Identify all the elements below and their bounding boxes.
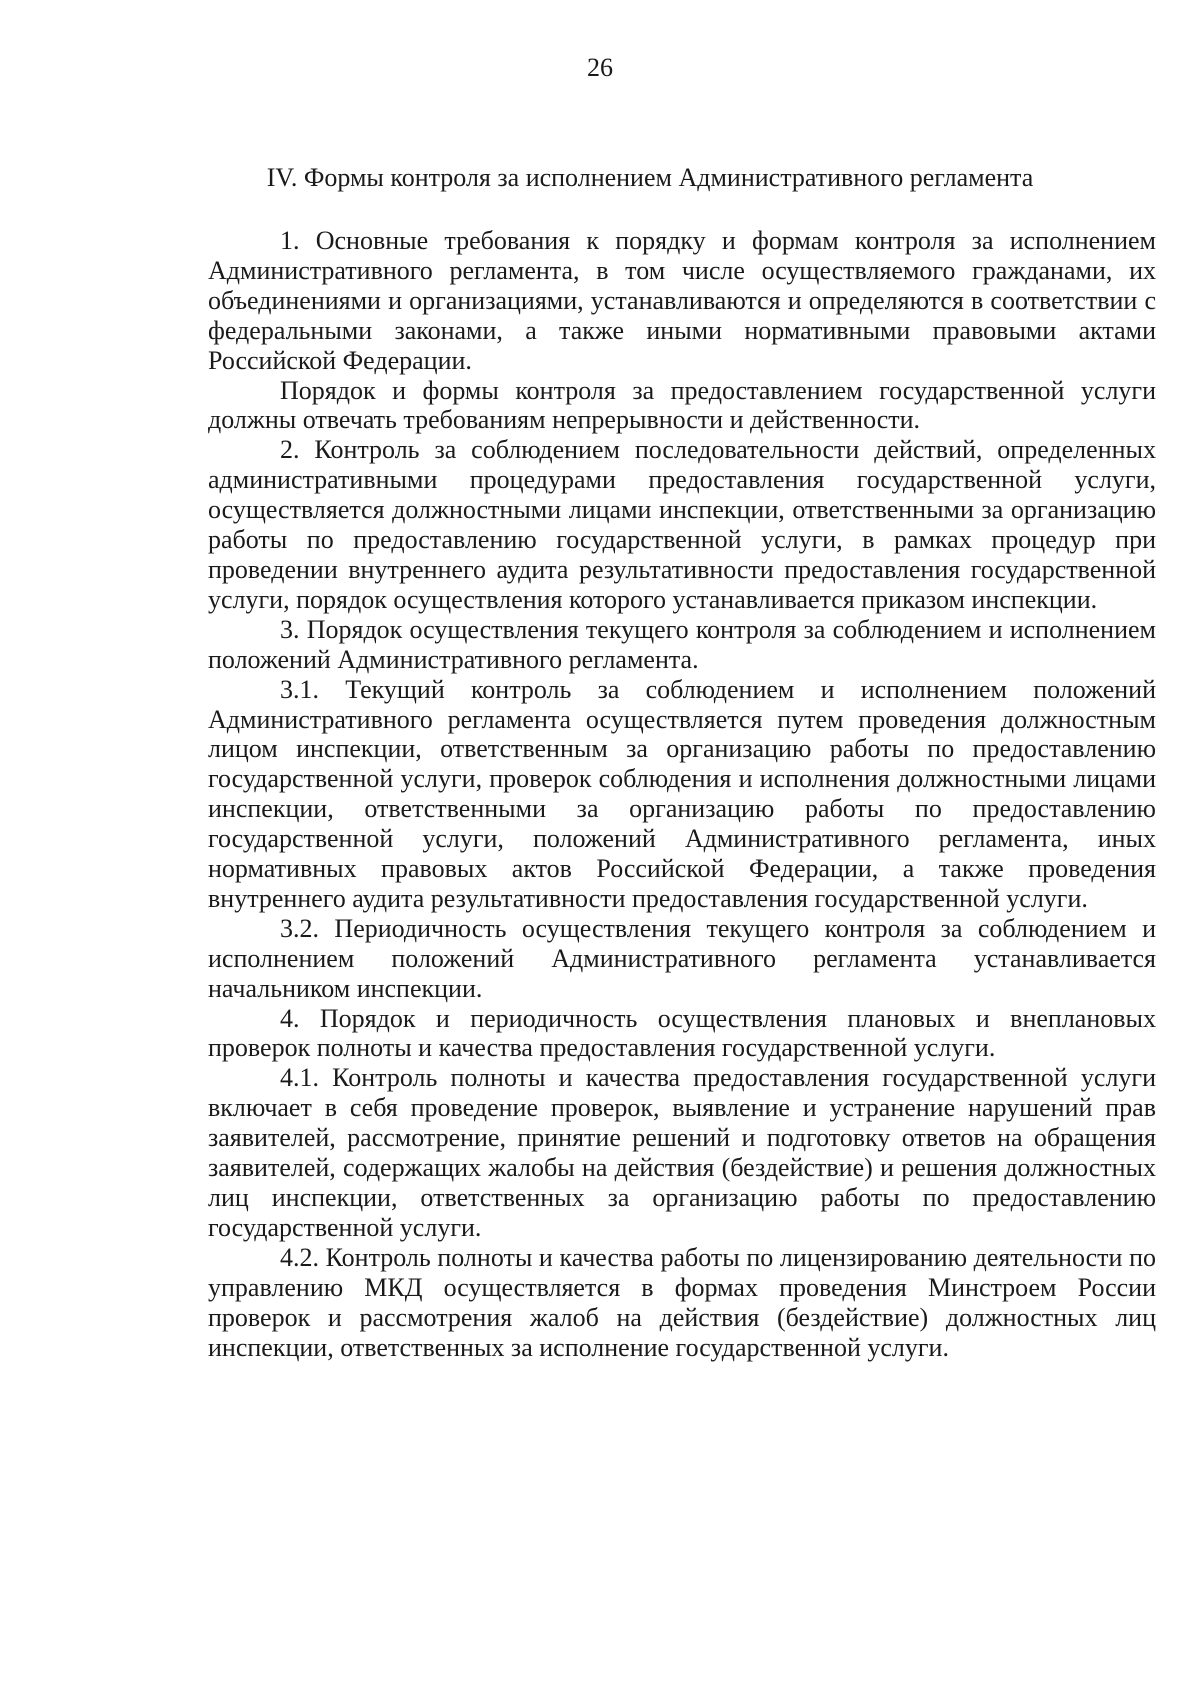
paragraph-4-2: 4.2. Контроль полноты и качества работы по лицензированию деятельности по управлению МКД осуществляется в формах проведения Минстроем России проверок и рассмотрения жалоб на действия (бездействие) должностных лиц инспекции, ответственных за исполнение государственной услуги. [208, 1242, 1156, 1362]
paragraph-3-1: 3.1. Текущий контроль за соблюдением и исполнением положений Административного регламента осуществляется путем проведения должностным лицом инспекции, ответственным за организацию работы по предоставлению государственной услуги, проверок соблюдения и исполнения должностными лицами инспекции, ответственными за организацию работы по предоставлению государственной услуги, положений Административного регламента, иных нормативных правовых актов Российской Федерации, а также проведения внутреннего аудита результативности предоставления государственной услуги. [208, 674, 1156, 913]
paragraph-3-2: 3.2. Периодичность осуществления текущего контроля за соблюдением и исполнением положений Административного регламента устанавливается начальником инспекции. [208, 913, 1156, 1003]
paragraph-1: 1. Основные требования к порядку и формам контроля за исполнением Административного регламента, в том числе осуществляемого гражданами, их объединениями и организациями, устанавливаются и определяются в соответствии с федеральными законами, а также иными нормативными правовыми актами Российской Федерации. [208, 226, 1156, 375]
paragraph-4: 4. Порядок и периодичность осуществления плановых и внеплановых проверок полноты и качества предоставления государственной услуги. [208, 1003, 1156, 1063]
paragraph-3: 3. Порядок осуществления текущего контроля за соблюдением и исполнением положений Административного регламента. [208, 614, 1156, 674]
section-title: IV. Формы контроля за исполнением Административного регламента [266, 163, 1034, 192]
paragraph-1-continued: Порядок и формы контроля за предоставлением государственной услуги должны отвечать требованиям непрерывности и действенности. [208, 375, 1156, 435]
paragraph-4-1: 4.1. Контроль полноты и качества предоставления государственной услуги включает в себя проведение проверок, выявление и устранение нарушений прав заявителей, рассмотрение, принятие решений и подготовку ответов на обращения заявителей, содержащих жалобы на действия (бездействие) и решения должностных лиц инспекции, ответственных за организацию работы по предоставлению государственной услуги. [208, 1063, 1156, 1242]
paragraph-2: 2. Контроль за соблюдением последовательности действий, определенных административными процедурами предоставления государственной услуги, осуществляется должностными лицами инспекции, ответственными за организацию работы по предоставлению государственной услуги, в рамках процедур при проведении внутреннего аудита результативности предоставления государственной услуги, порядок осуществления которого устанавливается приказом инспекции. [208, 435, 1156, 614]
document-body [208, 226, 1156, 1362]
page-number: 26 [587, 53, 613, 82]
